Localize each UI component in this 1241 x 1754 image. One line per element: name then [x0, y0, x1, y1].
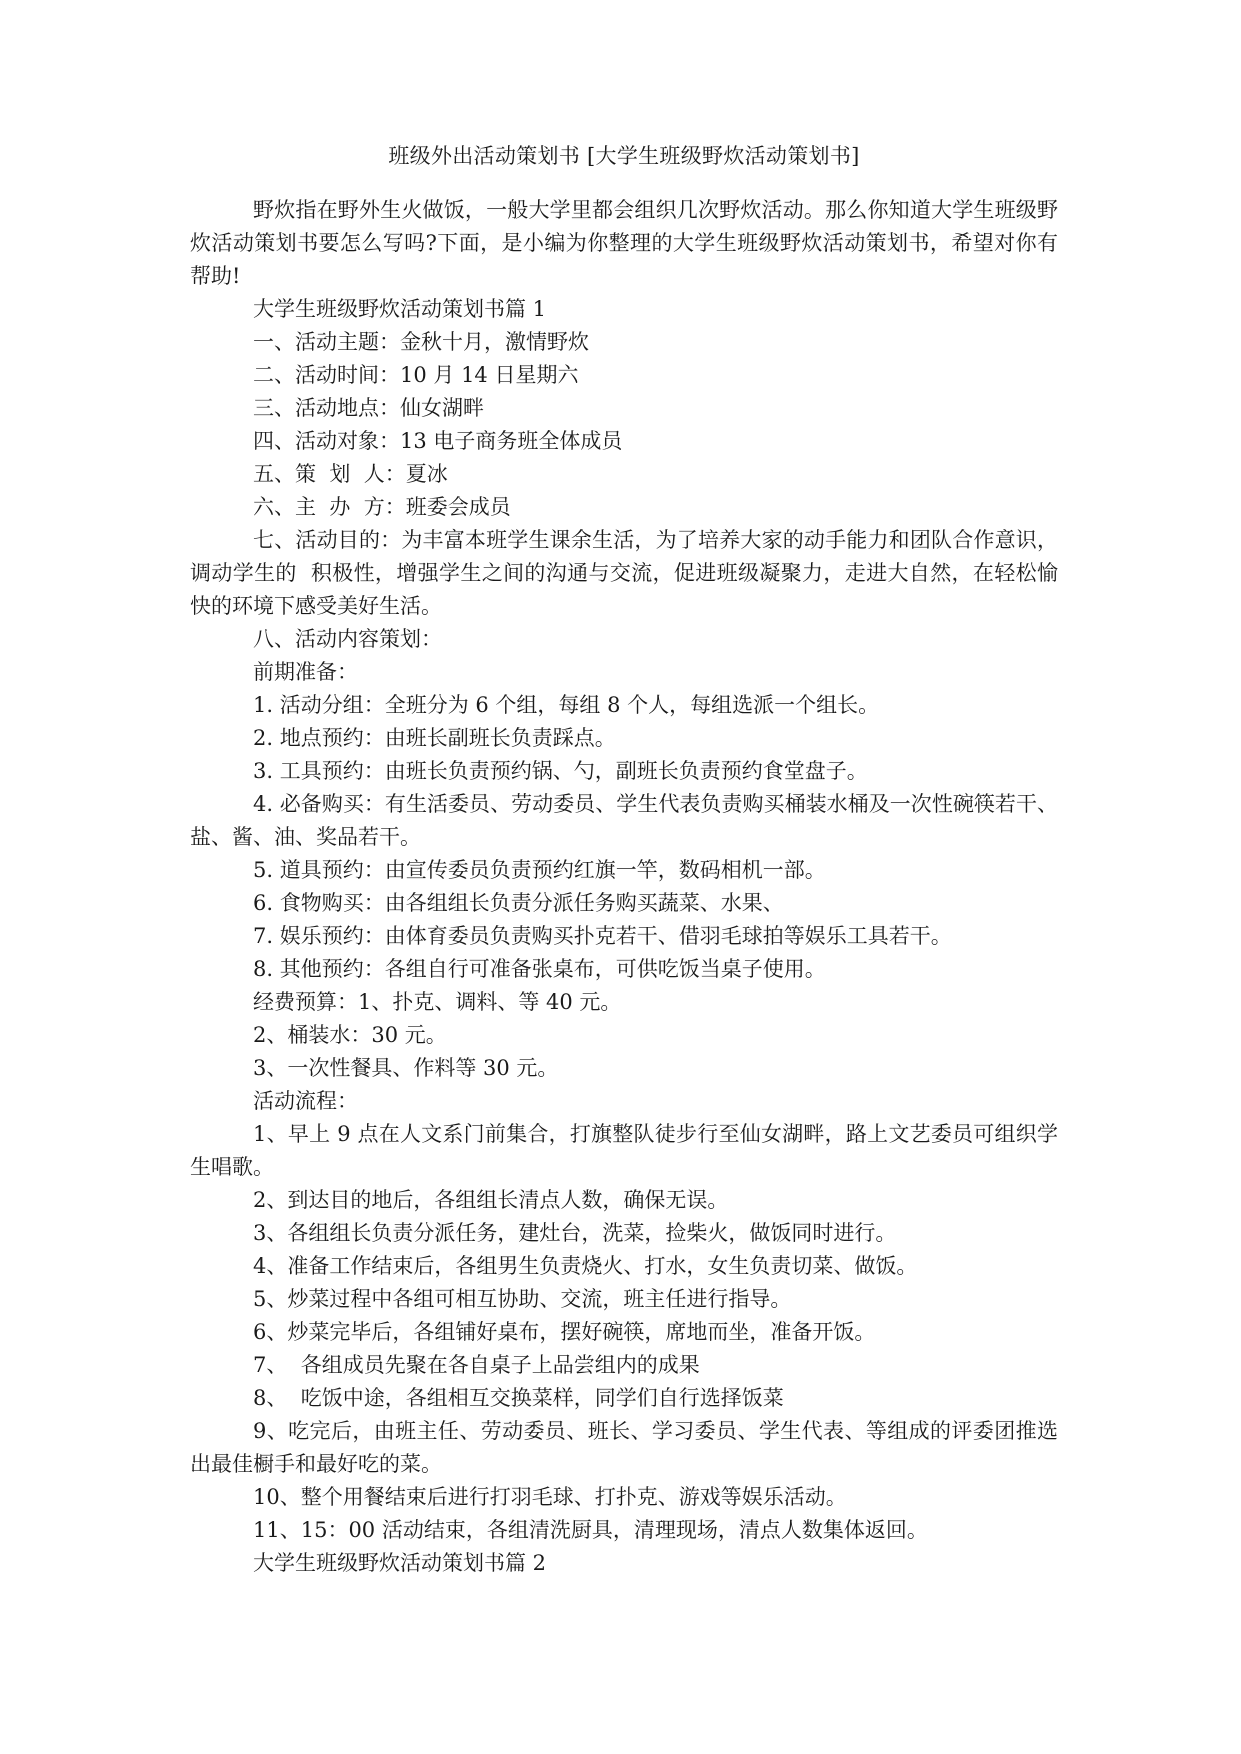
preparation-heading: 前期准备：: [253, 660, 358, 684]
activity-planner: 五、策 划 人：夏冰: [253, 462, 448, 486]
process-step-5: 5、炒菜过程中各组可相互协助、交流，班主任进行指导。: [253, 1287, 792, 1311]
prep-item-purchase: 4. 必备购买：有生活委员、劳动委员、学生代表负责购买桶装水桶及一次性碗筷若干、盐、酱、油、奖品若干。: [190, 792, 1058, 849]
activity-target: 四、活动对象：13 电子商务班全体成员: [253, 429, 623, 453]
content-plan-heading: 八、活动内容策划：: [253, 627, 442, 651]
process-step-10: 10、整个用餐结束后进行打羽毛球、打扑克、游戏等娱乐活动。: [253, 1485, 847, 1509]
document-page: [190, 140, 1058, 1580]
document-body: [190, 194, 1058, 1580]
process-step-1: 1、早上 9 点在人文系门前集合，打旗整队徒步行至仙女湖畔，路上文艺委员可组织学生唱歌。: [190, 1122, 1058, 1179]
activity-time: 二、活动时间：10 月 14 日星期六: [253, 363, 579, 387]
process-step-2: 2、到达目的地后，各组组长清点人数，确保无误。: [253, 1188, 729, 1212]
activity-theme: 一、活动主题：金秋十月，激情野炊: [253, 330, 589, 354]
section-heading-2: 大学生班级野炊活动策划书篇 2: [253, 1551, 547, 1575]
prep-item-props: 5. 道具预约：由宣传委员负责预约红旗一竿，数码相机一部。: [253, 858, 826, 882]
process-step-11: 11、15：00 活动结束，各组清洗厨具，清理现场，清点人数集体返回。: [253, 1518, 928, 1542]
intro-paragraph: 野炊指在野外生火做饭，一般大学里都会组织几次野炊活动。那么你知道大学生班级野炊活动策划书要怎么写吗?下面，是小编为你整理的大学生班级野炊活动策划书，希望对你有帮助!: [190, 198, 1058, 288]
process-step-6: 6、炒菜完毕后，各组铺好桌布，摆好碗筷，席地而坐，准备开饭。: [253, 1320, 876, 1344]
budget-item-3: 3、一次性餐具、作料等 30 元。: [253, 1056, 559, 1080]
budget-item-1: 经费预算：1、扑克、调料、等 40 元。: [253, 990, 622, 1014]
section-heading-1: 大学生班级野炊活动策划书篇 1: [253, 297, 547, 321]
activity-purpose: 七、活动目的：为丰富本班学生课余生活，为了培养大家的动手能力和团队合作意识，调动学生的 积极性，增强学生之间的沟通与交流，促进班级凝聚力，走进大自然，在轻松愉快的环境下感受美好生活。: [190, 528, 1058, 618]
process-step-8: 8、 吃饭中途，各组相互交换菜样，同学们自行选择饭菜: [253, 1386, 784, 1410]
process-heading: 活动流程：: [253, 1089, 358, 1113]
budget-item-2: 2、桶装水：30 元。: [253, 1023, 447, 1047]
process-step-4: 4、准备工作结束后，各组男生负责烧火、打水，女生负责切菜、做饭。: [253, 1254, 918, 1278]
prep-item-entertainment: 7. 娱乐预约：由体育委员负责购买扑克若干、借羽毛球拍等娱乐工具若干。: [253, 924, 952, 948]
prep-item-other: 8. 其他预约：各组自行可准备张桌布，可供吃饭当桌子使用。: [253, 957, 826, 981]
process-step-7: 7、 各组成员先聚在各自桌子上品尝组内的成果: [253, 1353, 700, 1377]
prep-item-food: 6. 食物购买：由各组组长负责分派任务购买蔬菜、水果、: [253, 891, 784, 915]
prep-item-location: 2. 地点预约：由班长副班长负责踩点。: [253, 726, 616, 750]
activity-location: 三、活动地点：仙女湖畔: [253, 396, 484, 420]
document-title: 班级外出活动策划书 [大学生班级野炊活动策划书]: [388, 144, 860, 168]
activity-organizer: 六、主 办 方：班委会成员: [253, 495, 511, 519]
process-step-3: 3、各组组长负责分派任务，建灶台，洗菜，捡柴火，做饭同时进行。: [253, 1221, 897, 1245]
prep-item-grouping: 1. 活动分组：全班分为 6 个组，每组 8 个人，每组选派一个组长。: [253, 693, 880, 717]
process-step-9: 9、吃完后，由班主任、劳动委员、班长、学习委员、学生代表、等组成的评委团推选出最佳橱手和最好吃的菜。: [190, 1419, 1058, 1476]
prep-item-tools: 3. 工具预约：由班长负责预约锅、勺，副班长负责预约食堂盘子。: [253, 759, 868, 783]
